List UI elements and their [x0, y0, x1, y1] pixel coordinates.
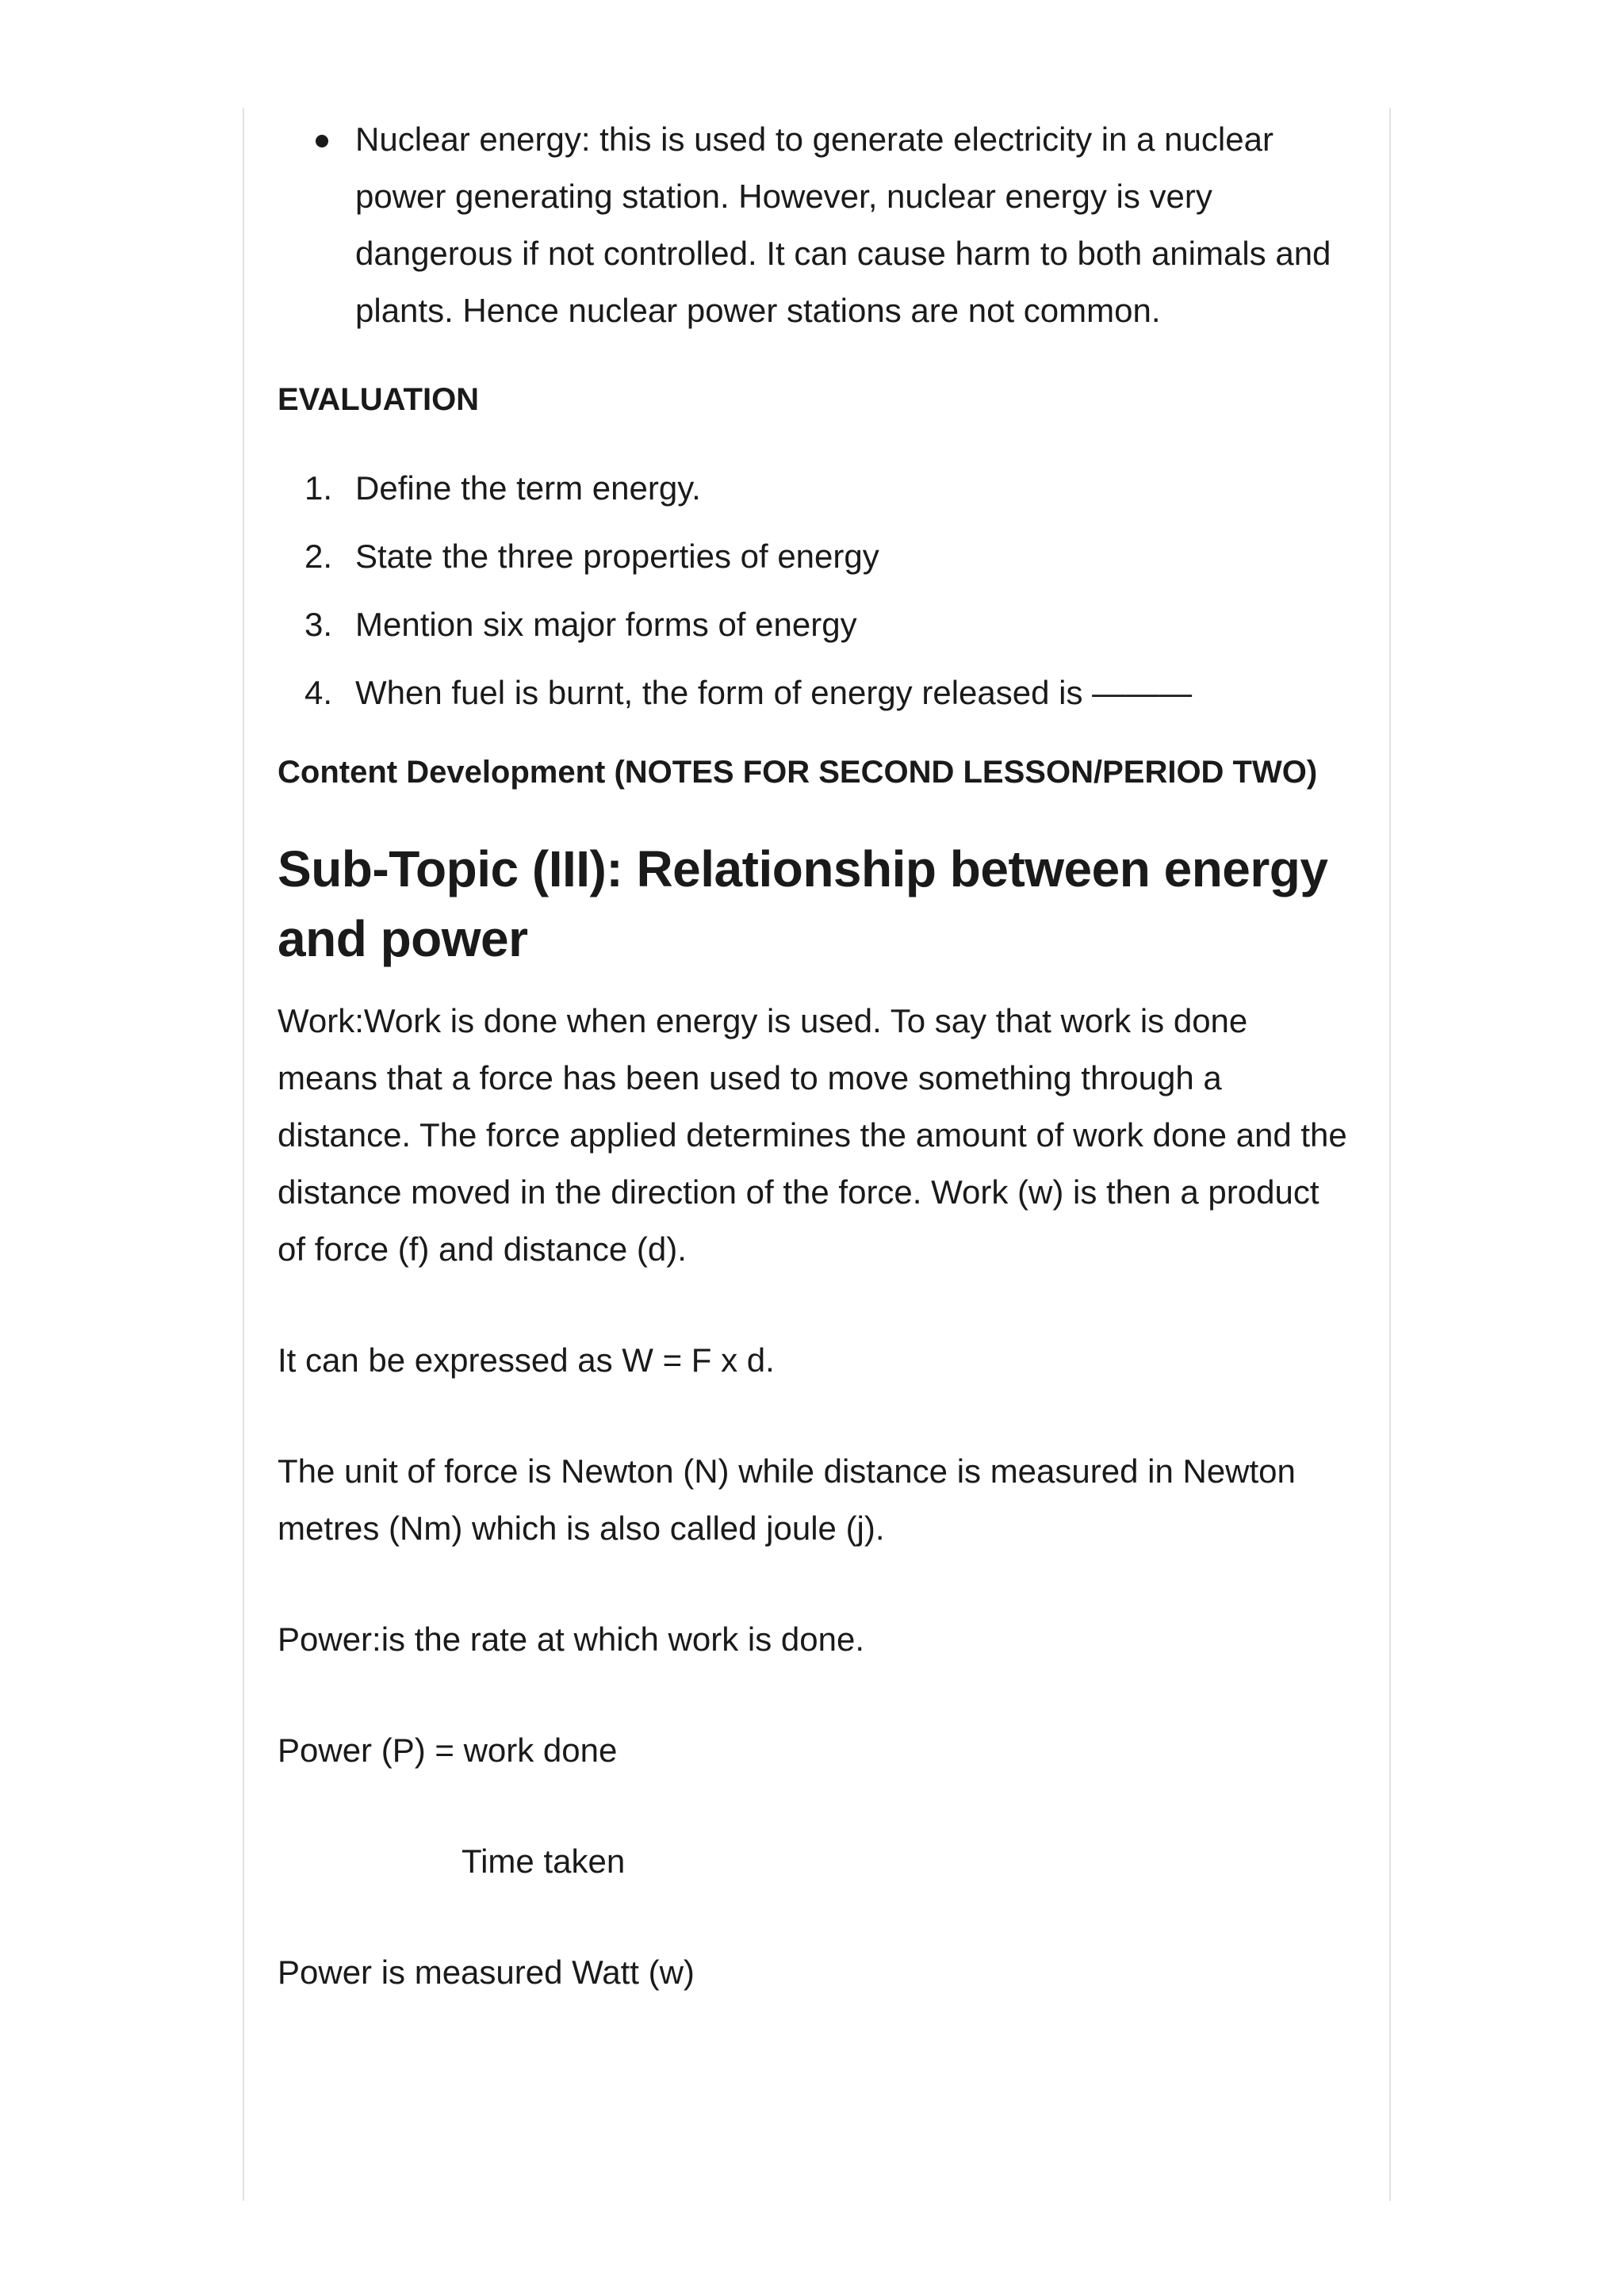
list-item-text: State the three properties of energy [355, 538, 879, 575]
power-formula-denominator: Time taken [462, 1843, 626, 1880]
evaluation-heading: EVALUATION [278, 382, 480, 417]
list-item [278, 111, 1356, 339]
list-number: 3. [304, 606, 333, 643]
list-item-text: Define the term energy. [355, 469, 701, 507]
power-definition-paragraph: Power:is the rate at which work is done. [278, 1621, 865, 1658]
list-item [278, 669, 1356, 717]
list-item-text: Mention six major forms of energy [355, 606, 857, 643]
work-paragraph: Work:Work is done when energy is used. To say that work is done means that a force has been used to move something through a distance. The force applied determines the amount of work done and the distance moved in the direction of the force. Work (w) is then a product of force (f) and distance (d). [278, 1002, 1347, 1268]
power-unit-paragraph: Power is measured Watt (w) [278, 1954, 695, 1991]
list-number: 2. [304, 538, 333, 575]
list-item [278, 601, 1356, 649]
bullet-list [278, 111, 1356, 339]
list-item [278, 533, 1356, 580]
content-development-heading: Content Development (NOTES FOR SECOND LESSON/PERIOD TWO) [278, 755, 1318, 790]
list-number: 4. [304, 674, 333, 711]
article-content [278, 111, 1356, 2001]
list-item-text: Nuclear energy: this is used to generate electricity in a nuclear power generating station. However, nuclear energy is very dangerous if not controlled. It can cause harm to both animals and plants. Hence nuclear power stations are not common. [355, 121, 1331, 329]
bullet-dot-icon [316, 135, 328, 147]
list-item [278, 465, 1356, 512]
list-number: 1. [304, 469, 333, 507]
evaluation-list [278, 465, 1356, 717]
expression-paragraph: It can be expressed as W = F x d. [278, 1341, 775, 1379]
list-item-text: When fuel is burnt, the form of energy released is ——— [355, 674, 1193, 711]
unit-paragraph: The unit of force is Newton (N) while distance is measured in Newton metres (Nm) which is also called joule (j). [278, 1452, 1296, 1547]
power-formula-numerator: Power (P) = work done [278, 1732, 618, 1769]
subtopic-title: Sub-Topic (III): Relationship between energy and power [278, 840, 1328, 967]
